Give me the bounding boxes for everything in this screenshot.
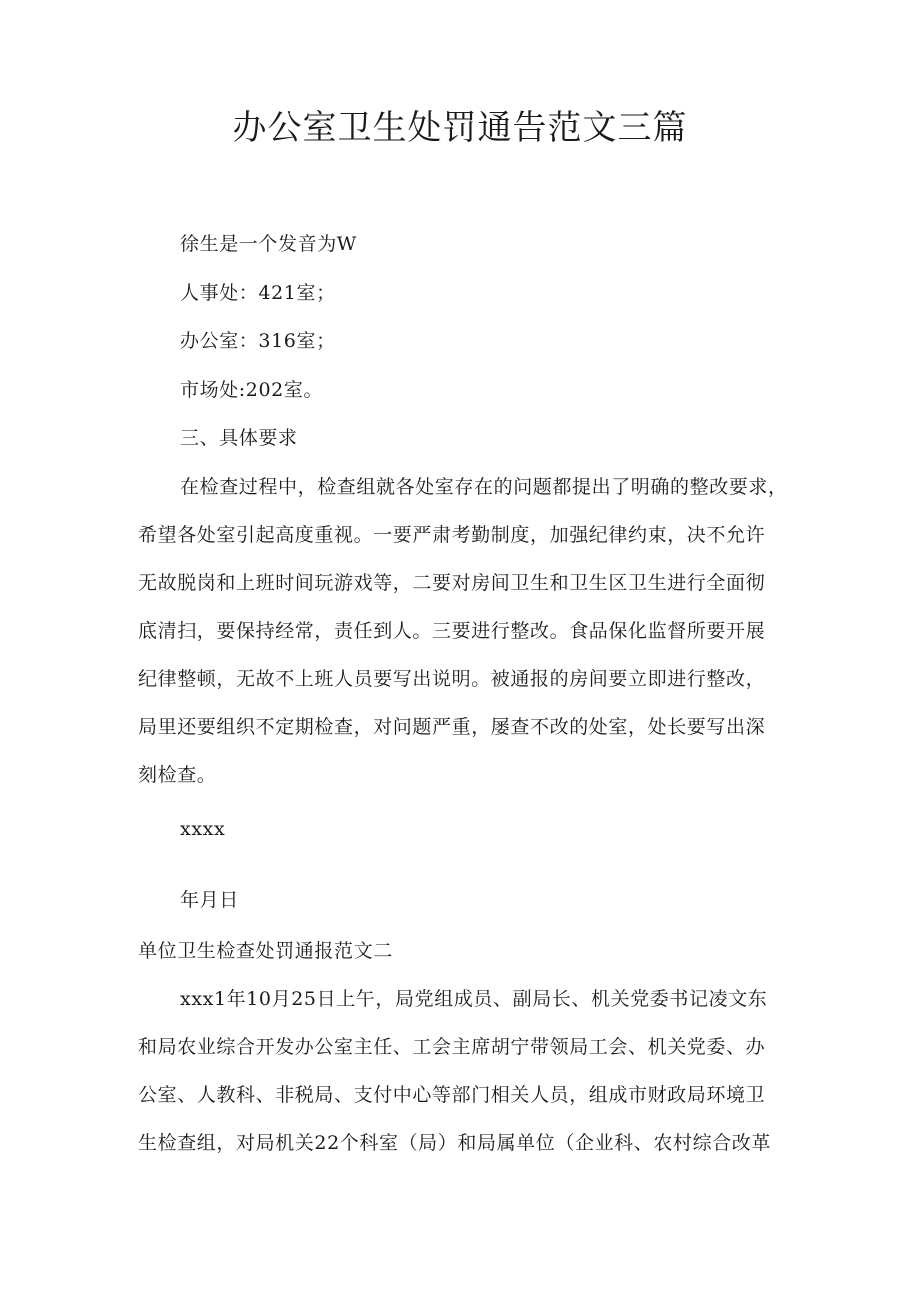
- date-line: 年月日: [180, 889, 239, 911]
- paragraph-line: 底清扫，要保持经常，责任到人。三要进行整改。食品保化监督所要开展: [138, 620, 766, 642]
- paragraph-line: 纪律整顿，无故不上班人员要写出说明。被通报的房间要立即进行整改，: [138, 668, 766, 690]
- paragraph-inspection: [138, 985, 800, 1177]
- text-line: 人事处：421室；: [180, 282, 336, 304]
- paragraph-line: 生检查组，对局机关22个科室（局）和局属单位（企业科、农村综合改革: [138, 1132, 771, 1154]
- paragraph-line: xxx1年10月25日上午，局党组成员、副局长、机关党委书记凌文东: [180, 988, 768, 1010]
- paragraph-line: 公室、人教科、非税局、支付中心等部门相关人员，组成市财政局环境卫: [138, 1084, 766, 1106]
- text-line: 徐生是一个发音为W: [180, 233, 357, 255]
- paragraph-requirements: [138, 473, 800, 809]
- paragraph-line: 刻检查。: [138, 764, 217, 786]
- paragraph-line: 在检查过程中，检查组就各处室存在的问题都提出了明确的整改要求，: [180, 476, 788, 498]
- paragraph-line: 和局农业综合开发办公室主任、工会主席胡宁带领局工会、机关党委、办: [138, 1036, 766, 1058]
- text-line: 办公室：316室；: [180, 330, 336, 352]
- paragraph-line: 无故脱岗和上班时间玩游戏等，二要对房间卫生和卫生区卫生进行全面彻: [138, 572, 766, 594]
- text-line: 市场处:202室。: [180, 379, 324, 401]
- paragraph-line: 局里还要组织不定期检查，对问题严重，屡查不改的处室，处长要写出深: [138, 716, 766, 738]
- section-heading: 三、具体要求: [180, 427, 298, 449]
- document-title: 办公室卫生处罚通告范文三篇: [232, 108, 688, 148]
- signature: xxxx: [180, 818, 226, 840]
- section-title: 单位卫生检查处罚通报范文二: [138, 940, 393, 962]
- paragraph-line: 希望各处室引起高度重视。一要严肃考勤制度，加强纪律约束，决不允许: [138, 524, 766, 546]
